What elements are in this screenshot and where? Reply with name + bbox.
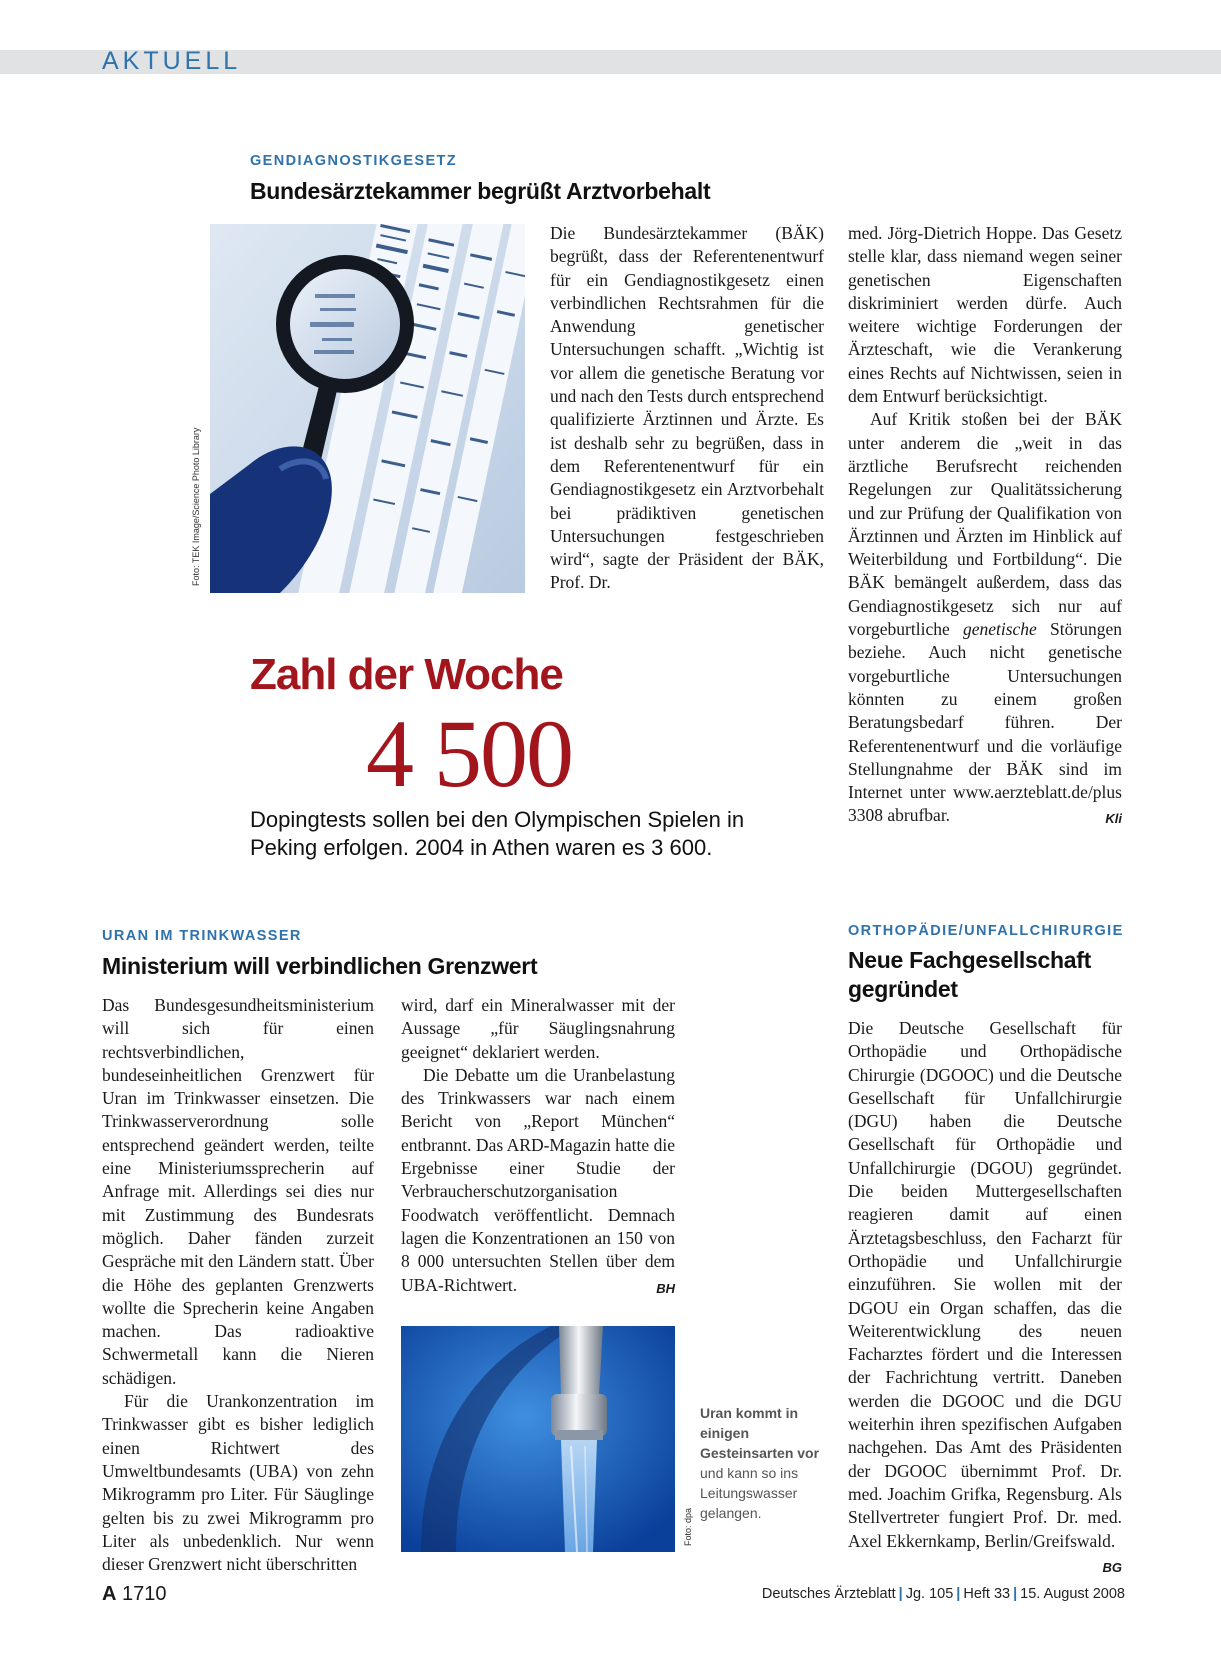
article1-signature: Kli — [1105, 811, 1122, 827]
article1-column-1 — [550, 222, 824, 595]
article1-kicker: GENDIAGNOSTIKGESETZ — [250, 153, 458, 169]
article2-col2-p2: Die Debatte um die Uranbelastung des Trinkwassers war nach einem Bericht von „Report München“ entbrannt. Das ARD-Magazin hatte die Ergebnisse einer Studie der Verbraucherschutzorganisation Foodwatch veröffentlicht. Demnach lagen die Konzentrationen an 150 von 8 000 untersuchten Stellen über dem UBA-Richtwert. BH — [401, 1064, 675, 1297]
article2-headline: Ministerium will verbindlichen Grenzwert — [102, 953, 538, 979]
article2-kicker: URAN IM TRINKWASSER — [102, 928, 302, 944]
section-label: AKTUELL — [102, 47, 242, 75]
article3-signature: BG — [1102, 1559, 1122, 1575]
article2-col2-p1: wird, darf ein Mineralwasser mit der Aussage „für Säuglingsnahrung geeignet“ deklariert werden. — [401, 995, 675, 1062]
article2-col1-p1: Das Bundesgesundheitsministerium will sich für einen rechtsverbindlichen, bundeseinheitlichen Grenzwert für Uran im Trinkwasser einsetzen. Die Trinkwasserverordnung solle entsprechend geändert werden, teilte eine Ministeriumssprecherin auf Anfrage mit. Allerdings sei dies nur mit Zustimmung des Bundesrats möglich. Daher fänden zurzeit Gespräche mit den Ländern statt. Über die Höhe des geplanten Grenzwerts wollte die Sprecherin keine Angaben machen. Das radioaktive Schwermetall kann die Nieren schädigen. — [102, 995, 374, 1388]
journal-info: Deutsches Ärzteblatt | Jg. 105 | Heft 33 | 15. August 2008 — [761, 1586, 1125, 1602]
article3-body: Die Deutsche Gesellschaft für Orthopädie und Orthopädische Chirurgie (DGOOC) und die Deutsche Gesellschaft für Unfallchirurgie (DGU) haben die Deutsche Gesellschaft für Orthopädie und Unfallchirurgie (DGOU) gegründet. Die beiden Muttergesellschaften reagieren damit auf einen Ärztetagsbeschluss, den Facharzt für Orthopädie und Unfallchirurgie einzuführen. Sie wollen mit der DGOU ein Organ schaffen, das die Weiterentwicklung des neuen Facharztes fördert und die Interessen der Fachrichtung vertritt. Daneben werden die DGOOC und die DGU weiterhin ihren spezifischen Aufgaben nachgehen. Das Amt des Präsidenten der DGOOC übernimmt Prof. Dr. med. Joachim Grifka, Regensburg. Als Stellvertreter fungiert Prof. Dr. med. Axel Ekkernkamp, Berlin/Greifswald. BG — [848, 1017, 1122, 1553]
article1-photo-credit: Foto: TEK Image/Science Photo Library — [191, 427, 201, 586]
journal-issue: Heft 33 — [963, 1586, 1011, 1602]
article1-col2-p1: med. Jörg-Dietrich Hoppe. Das Gesetz stelle klar, dass niemand wegen seiner genetischen Eigenschaften diskriminiert werden dürfe. Auch weitere wichtige Forderungen der Ärzteschaft, wie die Verankerung eines Rechts auf Nichtwissen, seien in dem Entwurf berücksichtigt. — [848, 223, 1122, 407]
article2-photo-caption: Uran kommt in einigen Gesteinsarten vor und kann so ins Leitungswasser gelangen. — [700, 1405, 820, 1521]
article1-col2-p2: Auf Kritik stoßen bei der BÄK unter anderem die „weit in das ärztliche Berufsrecht reichenden Regelungen zur Qualitätssicherung und zur Prüfung der Qualifikation von Ärztinnen und Ärzten im Hinblick auf Weiterbildung und Fortbildung“. Die BÄK bemängelt außerdem, dass das Gendiagnostikgesetz sich nur auf vorgeburtliche genetische Störungen beziehe. Auch nicht genetische vorgeburtliche Untersuchungen könnten zu einem großen Beratungsbedarf führen. Der Referentenentwurf und die vorläufige Stellungnahme der BÄK sind im Internet unter www.aerzteblatt.de/plus 3308 abrufbar. Kli — [848, 408, 1122, 827]
water-tap-photo — [401, 1326, 675, 1552]
journal-name: Deutsches Ärzteblatt — [761, 1586, 896, 1602]
article3-kicker: ORTHOPÄDIE/UNFALLCHIRURGIE — [848, 923, 1124, 939]
magnifier-dna-photo — [210, 224, 525, 593]
article3-column — [848, 1017, 1122, 1579]
article1-column-2 — [848, 222, 1122, 831]
article2-col1-p2: Für die Urankonzentration im Trinkwasser gibt es bisher lediglich einen Richtwert des Umweltbundesamts (UBA) von zehn Mikrogramm pro Liter. Für Säuglinge gelten bis zu zwei Mikrogramm pro Liter als unbedenklich. Nur wenn dieser Grenzwert nicht überschritten — [102, 1391, 374, 1575]
article2-column-1 — [102, 994, 374, 1576]
article3-headline: Neue Fachgesellschaft gegründet — [848, 947, 1091, 1002]
article1-headline: Bundesärztekammer begrüßt Arztvorbehalt — [250, 178, 711, 204]
article2-signature: BH — [656, 1280, 675, 1296]
article2-photo-credit: Foto: dpa — [683, 1507, 693, 1546]
page-number: A 1710 — [102, 1583, 167, 1605]
zahl-der-woche-number: 4 500 — [366, 700, 572, 807]
zahl-der-woche-text: Dopingtests sollen bei den Olympischen Spielen in Peking erfolgen. 2004 in Athen waren es 3 600. — [250, 807, 745, 860]
article2-column-2 — [401, 994, 675, 1300]
journal-volume: Jg. 105 — [905, 1586, 954, 1602]
article1-col1-text: Die Bundesärztekammer (BÄK) begrüßt, dass der Referentenentwurf für ein Gendiagnostikgesetz einen verbindlichen Rechtsrahmen für die Anwendung genetischer Untersuchungen schafft. „Wichtig ist vor allem die genetische Beratung vor und nach den Tests durch entsprechend qualifizierte Ärztinnen und Ärzte. Es ist deshalb sehr zu begrüßen, dass in dem Referentenentwurf für ein Gendiagnostikgesetz ein Arztvorbehalt bei prädiktiven genetischen Untersuchungen festgeschrieben wird“, sagte der Präsident der BÄK, Prof. Dr. — [550, 223, 824, 593]
zahl-der-woche-title: Zahl der Woche — [250, 650, 563, 699]
journal-date: 15. August 2008 — [1020, 1586, 1125, 1602]
